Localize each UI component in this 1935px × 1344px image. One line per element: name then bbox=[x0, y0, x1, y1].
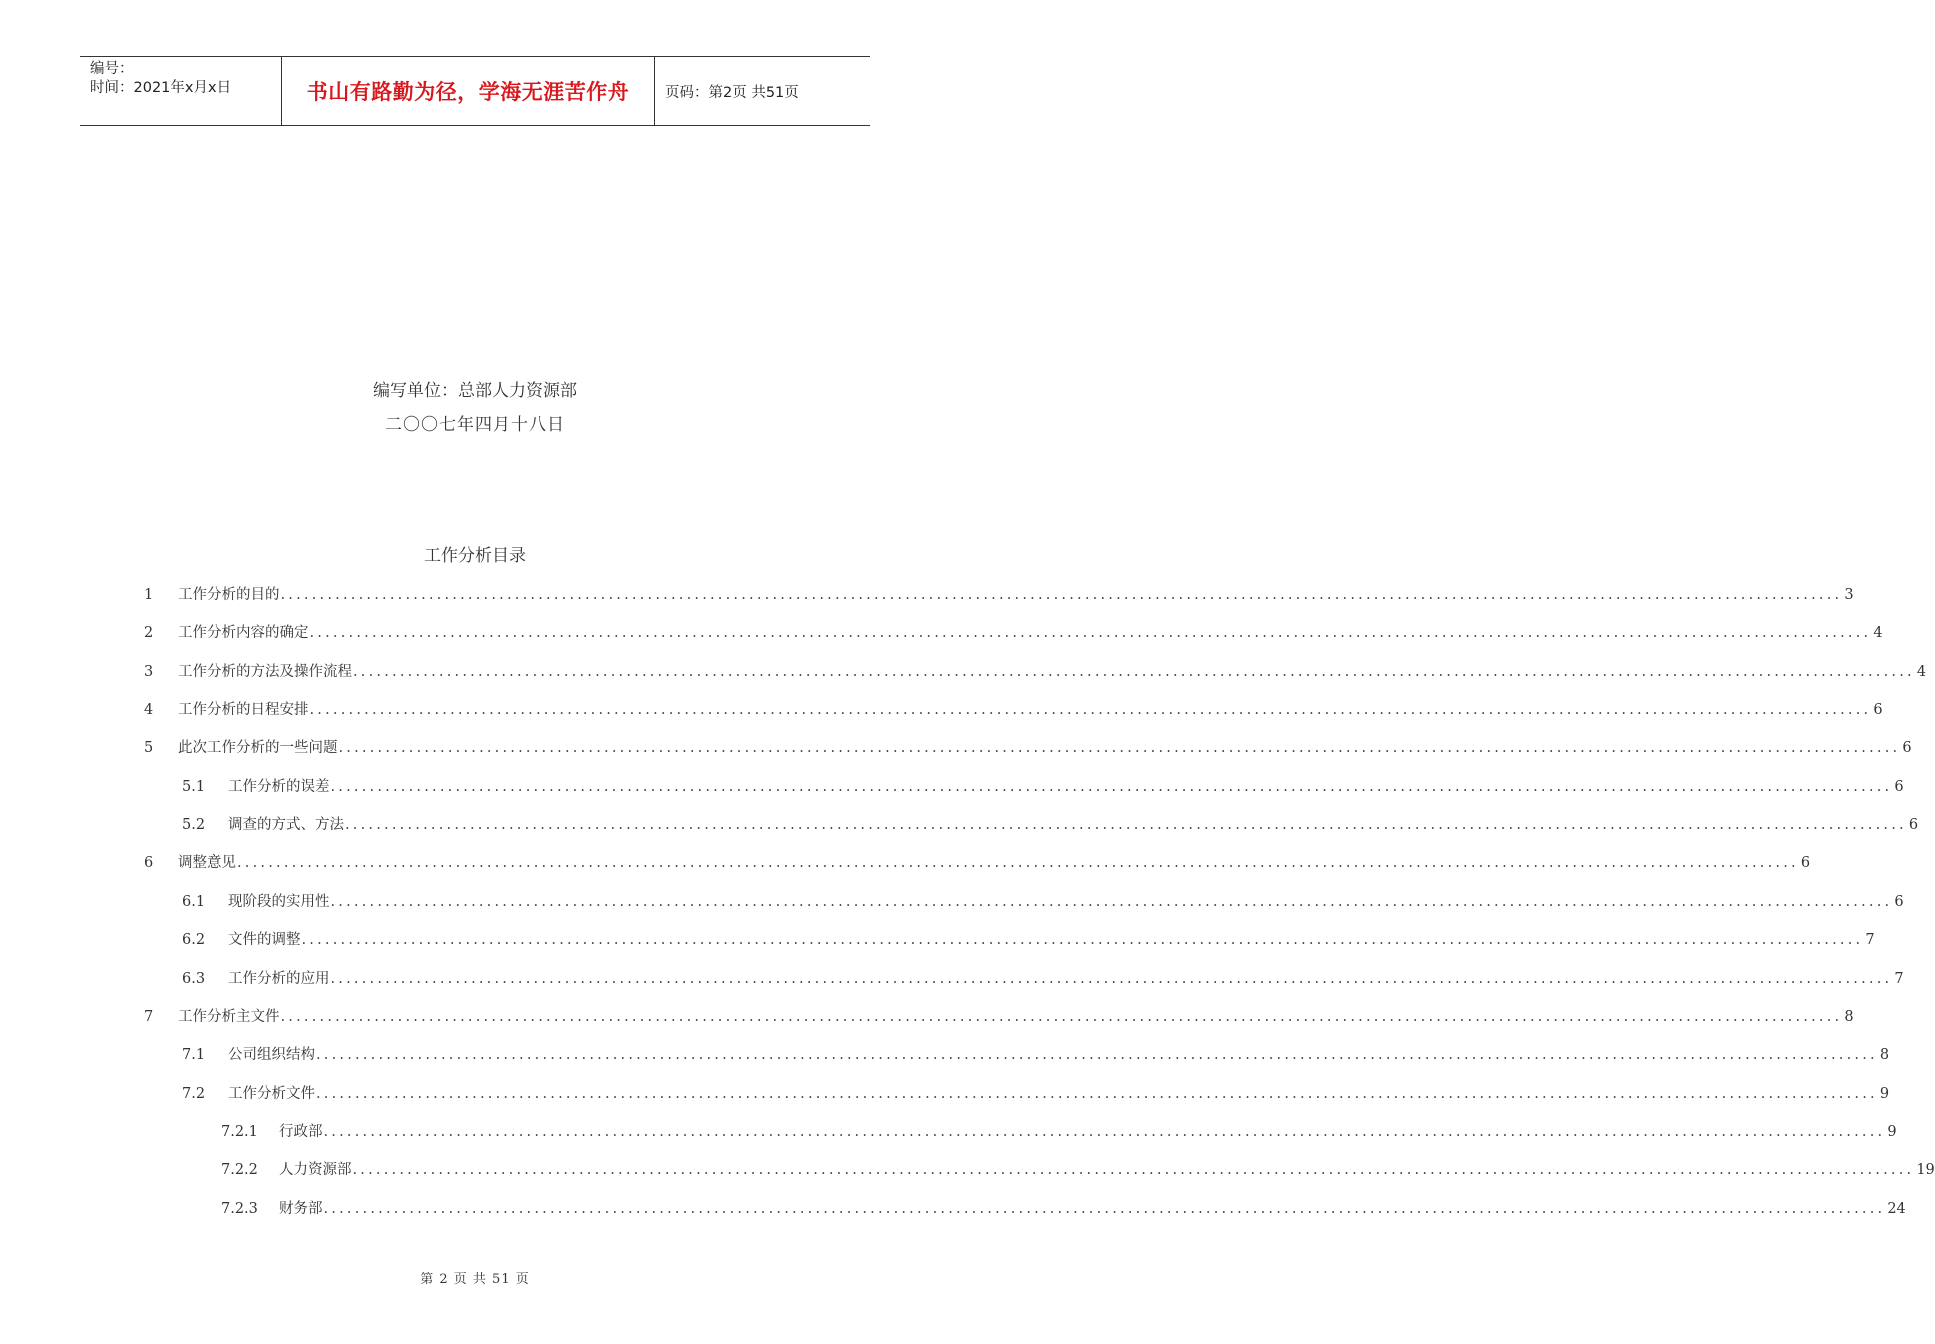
toc-label: 工作分析的日程安排 bbox=[178, 702, 309, 719]
toc-leader: ........................................................................................................................................................................................................ bbox=[280, 587, 1843, 603]
toc-leader: ........................................................................................................................................................................................................ bbox=[338, 740, 1901, 757]
toc-entry[interactable] bbox=[221, 1197, 1906, 1219]
toc-leader: ........................................................................................................................................................................................................ bbox=[316, 1047, 1878, 1064]
toc-entry[interactable] bbox=[221, 1158, 1935, 1180]
toc-label: 工作分析的应用 bbox=[228, 970, 330, 987]
toc-page-number: 3 bbox=[1844, 587, 1854, 603]
toc-number: 6.2 bbox=[182, 932, 206, 949]
toc-leader: ........................................................................................................................................................................................................ bbox=[301, 932, 1864, 949]
toc-page-number: 9 bbox=[1887, 1123, 1897, 1140]
toc-number: 5.1 bbox=[182, 778, 206, 795]
toc-number: 5.2 bbox=[182, 817, 206, 834]
toc-entry[interactable] bbox=[182, 1043, 1890, 1065]
toc-page-number: 4 bbox=[1916, 663, 1927, 680]
toc-label: 财务部 bbox=[279, 1200, 323, 1217]
compiling-unit: 编写单位：总部人力资源部 bbox=[373, 381, 577, 401]
toc-number: 5 bbox=[144, 740, 154, 757]
page-header bbox=[80, 56, 870, 126]
toc-page-number: 6 bbox=[1908, 817, 1919, 834]
toc-leader: ........................................................................................................................................................................................................ bbox=[330, 893, 1893, 910]
toc-entry[interactable] bbox=[144, 621, 1883, 643]
toc-page-number: 19 bbox=[1916, 1162, 1935, 1179]
header-motto: 书山有路勤为径，学海无涯苦作舟 bbox=[281, 57, 655, 125]
toc-leader: ........................................................................................................................................................................................................ bbox=[316, 1085, 1878, 1102]
toc-leader: ........................................................................................................................................................................................................ bbox=[237, 855, 1799, 872]
toc-entry[interactable] bbox=[182, 775, 1904, 797]
toc-number: 6.3 bbox=[182, 970, 206, 987]
toc-label: 人力资源部 bbox=[279, 1162, 352, 1179]
toc-number: 2 bbox=[144, 625, 154, 642]
toc-entry[interactable] bbox=[182, 890, 1904, 912]
toc-label: 行政部 bbox=[279, 1123, 323, 1140]
toc-leader: ........................................................................................................................................................................................................ bbox=[353, 663, 1915, 680]
toc-label: 调查的方式、方法 bbox=[228, 817, 344, 834]
document-time-label: 时间：2021年x月x日 bbox=[90, 80, 232, 96]
toc-label: 工作分析主文件 bbox=[178, 1008, 280, 1025]
toc-label: 工作分析的误差 bbox=[228, 778, 330, 795]
toc-entry[interactable] bbox=[144, 583, 1854, 605]
toc-page-number: 8 bbox=[1879, 1047, 1890, 1064]
toc-page-number: 8 bbox=[1844, 1008, 1854, 1025]
toc-leader: ........................................................................................................................................................................................................ bbox=[323, 1200, 1886, 1217]
toc-number: 6 bbox=[144, 855, 154, 872]
toc-label: 工作分析文件 bbox=[228, 1085, 315, 1102]
toc-leader: ........................................................................................................................................................................................................ bbox=[330, 778, 1893, 795]
toc-entry[interactable] bbox=[182, 967, 1904, 989]
toc-label: 工作分析内容的确定 bbox=[178, 625, 309, 642]
toc-number: 7.1 bbox=[182, 1047, 206, 1064]
toc-page-number: 9 bbox=[1879, 1085, 1890, 1102]
toc-label: 公司组织结构 bbox=[228, 1047, 315, 1064]
toc-leader: ........................................................................................................................................................................................................ bbox=[309, 625, 1872, 642]
toc-label: 现阶段的实用性 bbox=[228, 893, 330, 910]
toc-page-number: 6 bbox=[1902, 740, 1912, 757]
toc-leader: ........................................................................................................................................................................................................ bbox=[352, 1162, 1915, 1179]
header-page-info: 页码：第2页 共51页 bbox=[665, 84, 799, 101]
toc-number: 7 bbox=[144, 1008, 154, 1025]
toc-label: 工作分析的方法及操作流程 bbox=[178, 663, 352, 680]
header-meta bbox=[80, 57, 281, 125]
toc-entry[interactable] bbox=[144, 736, 1912, 758]
compile-date: 二〇〇七年四月十八日 bbox=[385, 415, 565, 435]
toc-leader: ........................................................................................................................................................................................................ bbox=[330, 970, 1893, 987]
toc-page-number: 6 bbox=[1894, 893, 1904, 910]
toc-number: 7.2 bbox=[182, 1085, 206, 1102]
toc-entry[interactable] bbox=[182, 928, 1875, 950]
toc-number: 4 bbox=[144, 702, 154, 719]
toc-entry[interactable] bbox=[182, 813, 1919, 835]
toc-number: 3 bbox=[144, 663, 154, 680]
toc-leader: ........................................................................................................................................................................................................ bbox=[309, 702, 1872, 719]
toc-number: 7.2.3 bbox=[221, 1200, 258, 1217]
toc-number: 7.2.1 bbox=[221, 1123, 258, 1140]
toc-number: 6.1 bbox=[182, 893, 206, 910]
toc-page-number: 7 bbox=[1894, 970, 1904, 987]
toc-leader: ........................................................................................................................................................................................................ bbox=[323, 1123, 1886, 1140]
toc-page-number: 24 bbox=[1887, 1200, 1906, 1217]
toc-label: 工作分析的目的 bbox=[178, 587, 280, 603]
toc-page-number: 6 bbox=[1800, 855, 1811, 872]
toc-leader: ........................................................................................................................................................................................................ bbox=[345, 817, 1907, 834]
toc-page-number: 6 bbox=[1873, 702, 1883, 719]
toc-leader: ........................................................................................................................................................................................................ bbox=[280, 1008, 1843, 1025]
toc-entry[interactable] bbox=[144, 698, 1883, 720]
toc-entry[interactable] bbox=[144, 1005, 1854, 1027]
toc-title: 工作分析目录 bbox=[424, 546, 526, 566]
toc-entry[interactable] bbox=[144, 660, 1927, 682]
toc-page-number: 6 bbox=[1894, 778, 1904, 795]
toc-page-number: 4 bbox=[1873, 625, 1883, 642]
toc-entry[interactable] bbox=[182, 1082, 1890, 1104]
toc-number: 7.2.2 bbox=[221, 1162, 258, 1179]
document-number-label: 编号： bbox=[90, 61, 134, 77]
page-footer: 第 2 页 共 51 页 bbox=[420, 1272, 530, 1287]
toc-label: 文件的调整 bbox=[228, 932, 301, 949]
toc-number: 1 bbox=[144, 587, 154, 603]
toc-label: 此次工作分析的一些问题 bbox=[178, 740, 338, 757]
toc-page-number: 7 bbox=[1865, 932, 1875, 949]
toc-entry[interactable] bbox=[221, 1120, 1897, 1142]
toc-entry[interactable] bbox=[144, 851, 1811, 873]
toc-label: 调整意见 bbox=[178, 855, 236, 872]
